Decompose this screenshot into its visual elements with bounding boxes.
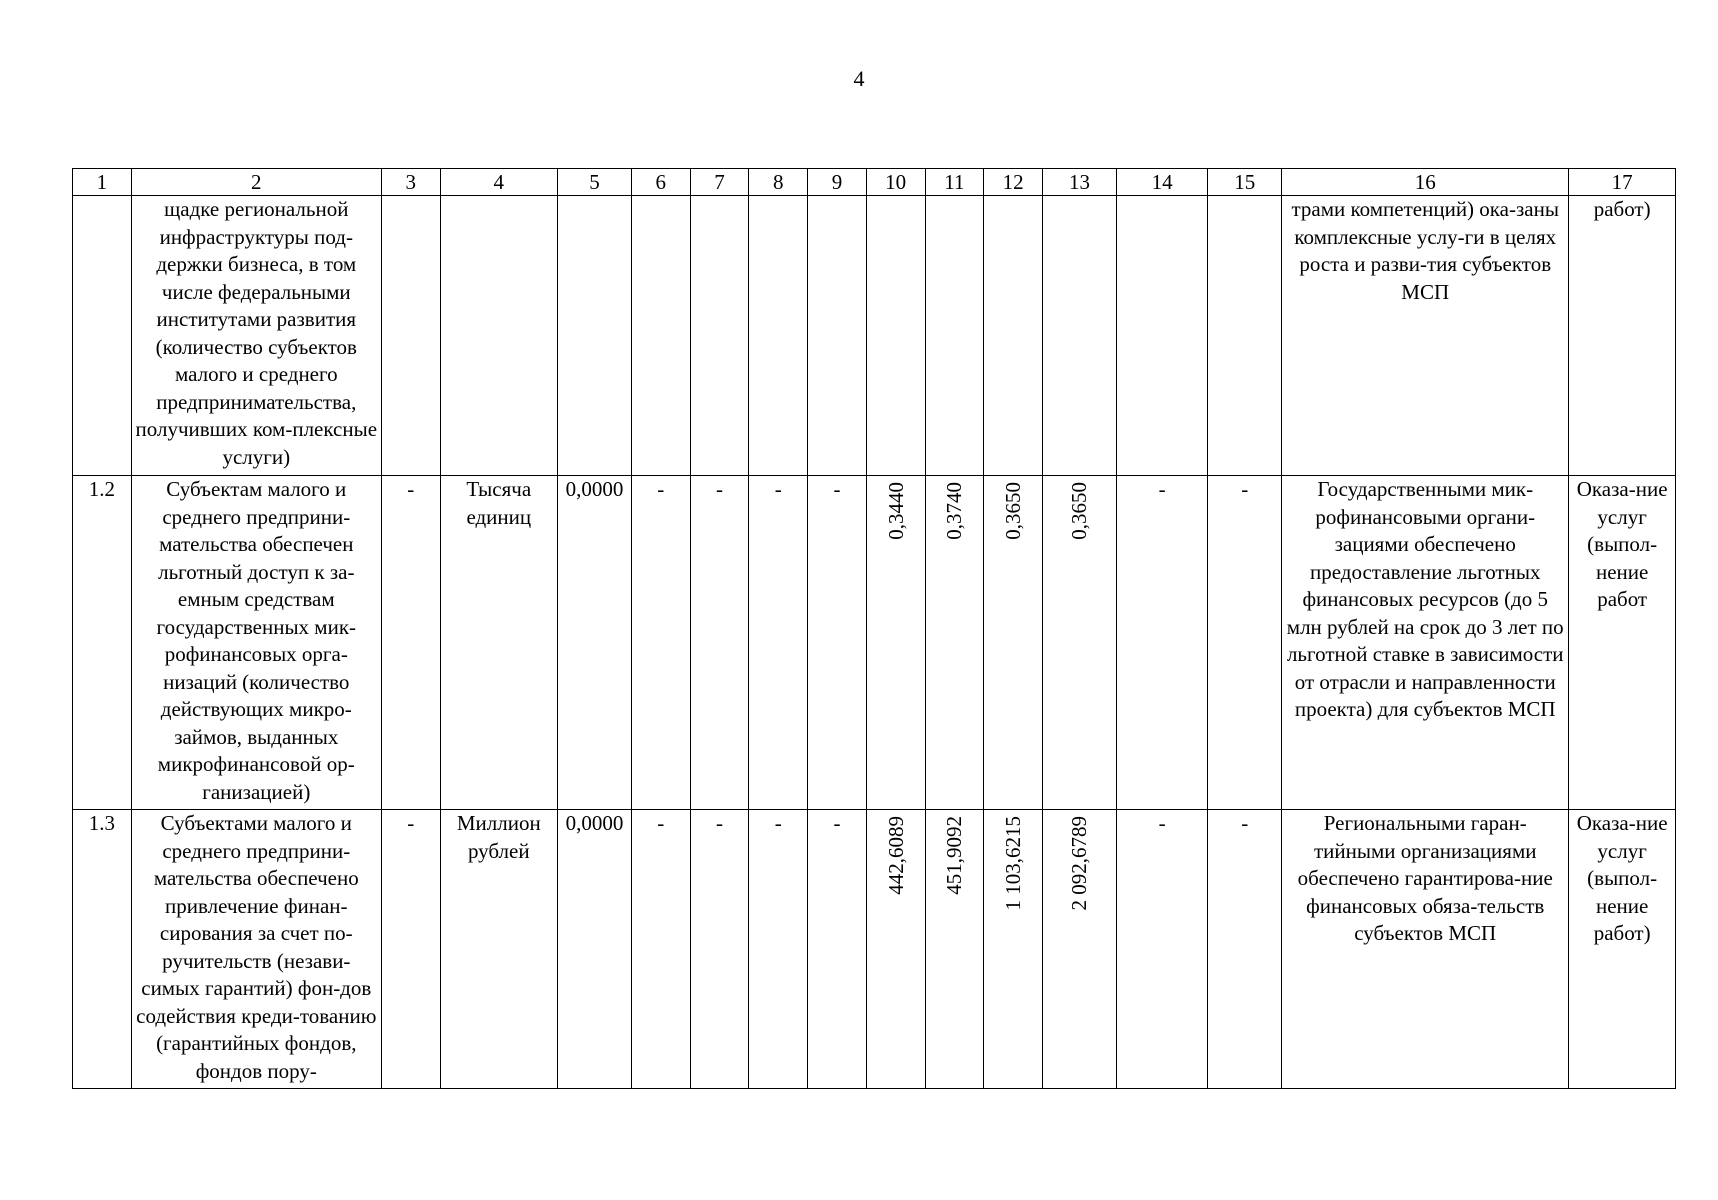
header-cell: 9 <box>808 169 867 196</box>
table-cell <box>984 196 1043 476</box>
table-cell: - <box>1208 476 1282 810</box>
row-number-cell: 1.2 <box>73 476 132 810</box>
header-cell: 2 <box>131 169 381 196</box>
description-cell: щадке региональной инфраструктуры под-держки бизнеса, в том числе федеральными институтами развития (количество субъектов малого и среднего предпринимательства, получивших ком-плексные услуги) <box>131 196 381 476</box>
result-cell: Региональными гаран-тийными организациями обеспечено гарантирова-ние финансовых обяза-тельств субъектов МСП <box>1282 810 1569 1089</box>
table-cell: - <box>631 476 690 810</box>
table-row <box>73 196 1676 476</box>
header-cell: 5 <box>558 169 632 196</box>
table-cell <box>690 196 749 476</box>
value-cell <box>925 476 984 810</box>
header-row <box>73 169 1676 196</box>
table-cell: - <box>631 810 690 1089</box>
table-cell <box>749 196 808 476</box>
result-cell: Государственными мик-рофинансовыми органи-зациями обеспечено предоставление льготных финансовых ресурсов (до 5 млн рублей на срок до 3 лет по льготной ставке в зависимости от отрасли и направленности проекта) для субъектов МСП <box>1282 476 1569 810</box>
value-text: 0,3740 <box>942 482 967 540</box>
value-cell <box>925 810 984 1089</box>
table-cell: - <box>381 476 440 810</box>
base-value-cell: 0,0000 <box>558 476 632 810</box>
header-cell: 1 <box>73 169 132 196</box>
header-cell: 6 <box>631 169 690 196</box>
header-cell: 14 <box>1116 169 1207 196</box>
type-cell: Оказа-ние услуг (выпол-нение работ <box>1569 476 1676 810</box>
value-text: 0,3440 <box>883 482 908 540</box>
value-cell <box>1042 810 1116 1089</box>
header-cell: 4 <box>440 169 557 196</box>
header-cell: 12 <box>984 169 1043 196</box>
table-cell: - <box>1208 810 1282 1089</box>
base-value-cell: 0,0000 <box>558 810 632 1089</box>
table-cell <box>808 196 867 476</box>
table-cell: - <box>749 476 808 810</box>
table-row <box>73 476 1676 810</box>
value-cell <box>866 810 925 1089</box>
page-number: 4 <box>853 66 865 91</box>
header-cell: 15 <box>1208 169 1282 196</box>
table-cell: - <box>808 810 867 1089</box>
table-cell <box>1208 196 1282 476</box>
table-cell: - <box>1116 476 1207 810</box>
table-cell <box>1116 196 1207 476</box>
value-cell <box>984 810 1043 1089</box>
type-cell: Оказа-ние услуг (выпол-нение работ) <box>1569 810 1676 1089</box>
value-text: 2 092,6789 <box>1067 816 1092 911</box>
table-cell <box>1042 196 1116 476</box>
table-cell: - <box>381 810 440 1089</box>
unit-cell: Тысяча единиц <box>440 476 557 810</box>
value-text: 0,3650 <box>1067 482 1092 540</box>
value-text: 0,3650 <box>1001 482 1026 540</box>
table-row <box>73 810 1676 1089</box>
header-cell: 17 <box>1569 169 1676 196</box>
header-cell: 8 <box>749 169 808 196</box>
table-cell <box>558 196 632 476</box>
result-cell: трами компетенций) ока-заны комплексные услу-ги в целях роста и разви-тия субъектов МСП <box>1282 196 1569 476</box>
type-cell: работ) <box>1569 196 1676 476</box>
unit-cell: Миллион рублей <box>440 810 557 1089</box>
table-cell: - <box>690 476 749 810</box>
value-text: 442,6089 <box>883 816 908 895</box>
header-cell: 16 <box>1282 169 1569 196</box>
value-cell <box>984 476 1043 810</box>
description-cell: Субъектам малого и среднего предприни-мательства обеспечен льготный доступ к за-емным средствам государственных мик-рофинансовых орга-низаций (количество действующих микро-займов, выданных микрофинансовой ор-ганизацией) <box>131 476 381 810</box>
table-cell <box>631 196 690 476</box>
header-cell: 10 <box>866 169 925 196</box>
row-number-cell <box>73 196 132 476</box>
table-cell: - <box>808 476 867 810</box>
value-text: 1 103,6215 <box>1001 816 1026 911</box>
table-cell: - <box>690 810 749 1089</box>
table-cell: - <box>749 810 808 1089</box>
table-cell <box>925 196 984 476</box>
value-text: 451,9092 <box>942 816 967 895</box>
header-cell: 7 <box>690 169 749 196</box>
table-cell <box>866 196 925 476</box>
value-cell <box>866 476 925 810</box>
header-cell: 13 <box>1042 169 1116 196</box>
unit-cell <box>440 196 557 476</box>
table-cell <box>381 196 440 476</box>
header-cell: 3 <box>381 169 440 196</box>
row-number-cell: 1.3 <box>73 810 132 1089</box>
header-cell: 11 <box>925 169 984 196</box>
table-cell: - <box>1116 810 1207 1089</box>
data-table <box>72 168 1676 1089</box>
description-cell: Субъектами малого и среднего предприни-мательства обеспечено привлечение финан-сирования за счет по-ручительств (незави-симых гарантий) фон-дов содействия креди-тованию (гарантийных фондов, фондов пору- <box>131 810 381 1089</box>
value-cell <box>1042 476 1116 810</box>
